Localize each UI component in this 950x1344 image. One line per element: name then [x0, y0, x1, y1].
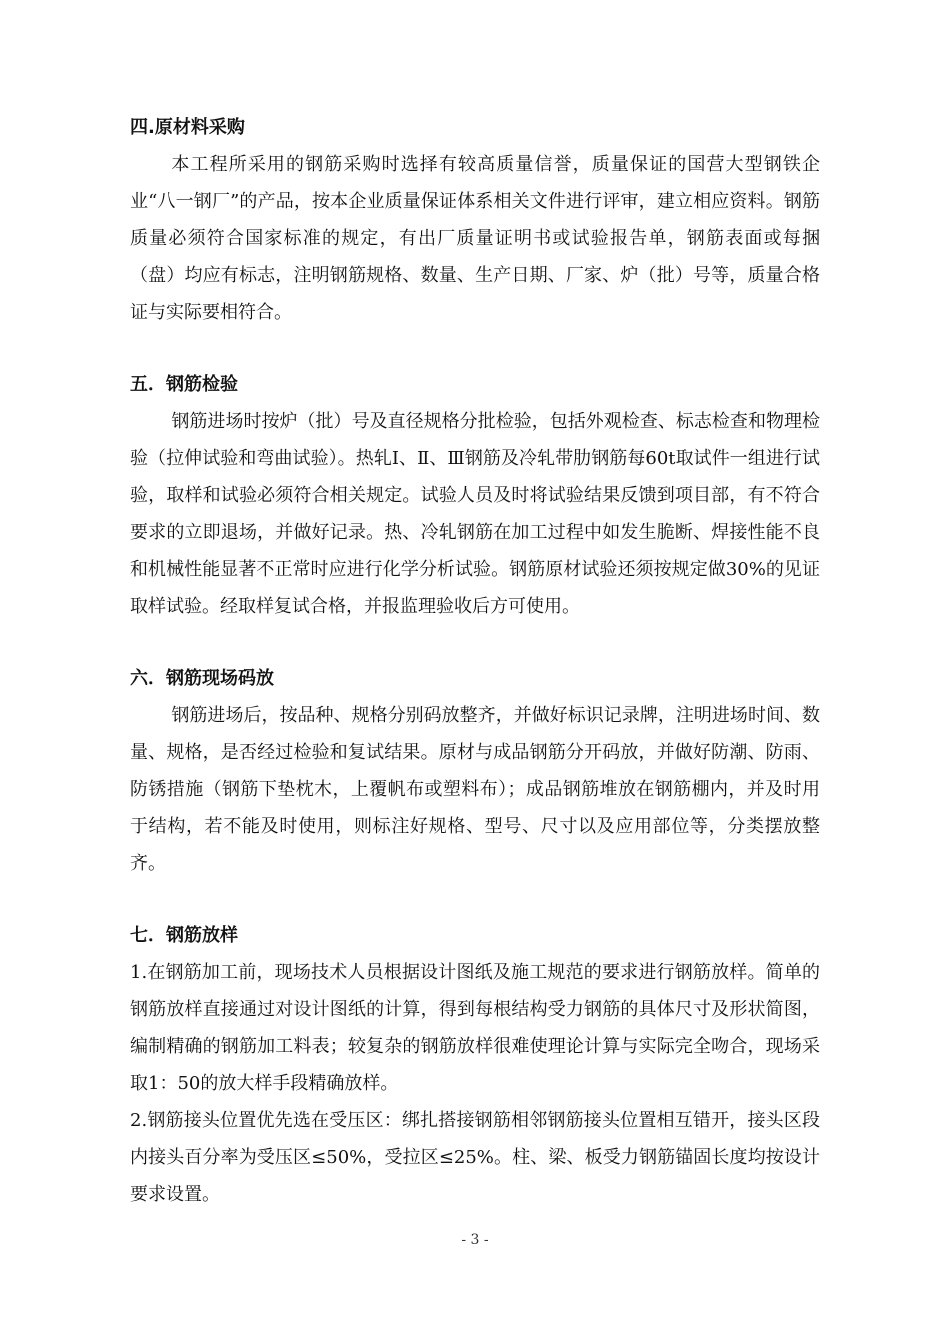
paragraph: 钢筋进场后，按品种、规格分别码放整齐，并做好标识记录牌，注明进场时间、数量、规格，是否经过检验和复试结果。原材与成品钢筋分开码放，并做好防潮、防雨、防锈措施（钢筋下垫枕木，上覆帆布或塑料布）；成品钢筋堆放在钢筋棚内，并及时用于结构，若不能及时使用，则标注好规格、型号、尺寸以及应用部位等，分类摆放整齐。	[130, 705, 820, 874]
section-spacer	[130, 625, 820, 661]
section-raw-material-procurement	[130, 110, 820, 331]
section-heading: 五．钢筋检验	[130, 374, 238, 395]
paragraph: 本工程所采用的钢筋采购时选择有较高质量信誉，质量保证的国营大型钢铁企业“八一钢厂”的产品，按本企业质量保证体系相关文件进行评审，建立相应资料。钢筋质量必须符合国家标准的规定，有出厂质量证明书或试验报告单，钢筋表面或每捆（盘）均应有标志，注明钢筋规格、数量、生产日期、厂家、炉（批）号等，质量合格证与实际要相符合。	[130, 154, 820, 323]
section-rebar-layout	[130, 918, 820, 1213]
paragraph: 钢筋进场时按炉（批）号及直径规格分批检验，包括外观检查、标志检查和物理检验（拉伸试验和弯曲试验）。热轧Ⅰ、Ⅱ、Ⅲ钢筋及冷轧带肋钢筋每60t取试件一组进行试验，取样和试验必须符合相关规定。试验人员及时将试验结果反馈到项目部，有不符合要求的立即退场，并做好记录。热、冷轧钢筋在加工过程中如发生脆断、焊接性能不良和机械性能显著不正常时应进行化学分析试验。钢筋原材试验还须按规定做30%的见证取样试验。经取样复试合格，并报监理验收后方可使用。	[130, 411, 820, 617]
section-rebar-inspection	[130, 367, 820, 625]
section-heading: 六．钢筋现场码放	[130, 668, 274, 689]
numbered-paragraph: 1.在钢筋加工前，现场技术人员根据设计图纸及施工规范的要求进行钢筋放样。简单的钢筋放样直接通过对设计图纸的计算，得到每根结构受力钢筋的具体尺寸及形状简图，编制精确的钢筋加工料表；较复杂的钢筋放样很难使理论计算与实际完全吻合，现场采取1：50的放大样手段精确放样。	[130, 962, 820, 1094]
section-rebar-site-stacking	[130, 661, 820, 882]
document-body	[130, 110, 820, 1213]
section-spacer	[130, 882, 820, 918]
page-number: - 3 -	[461, 1232, 489, 1248]
section-spacer	[130, 331, 820, 367]
section-heading: 四.原材料采购	[130, 117, 245, 138]
numbered-paragraph: 2.钢筋接头位置优先选在受压区：绑扎搭接钢筋相邻钢筋接头位置相互错开，接头区段内接头百分率为受压区≤50%，受拉区≤25%。柱、梁、板受力钢筋锚固长度均按设计要求设置。	[130, 1110, 820, 1205]
section-heading: 七．钢筋放样	[130, 925, 238, 946]
